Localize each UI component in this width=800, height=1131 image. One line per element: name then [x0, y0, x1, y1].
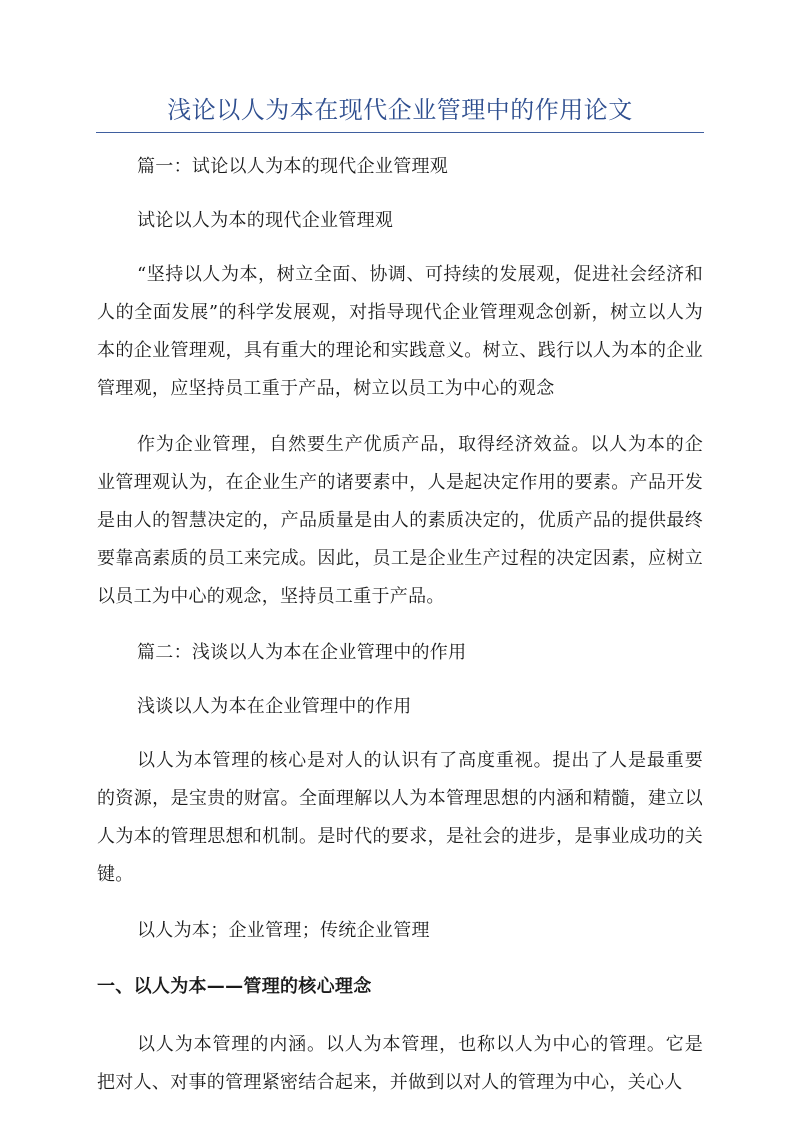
part-one-label: 篇一：试论以人为本的现代企业管理观 — [137, 156, 449, 177]
part-one-paragraph-2: 作为企业管理，自然要生产优质产品，取得经济效益。以人为本的企业管理观认为，在企业生产的诸要素中，人是起决定作用的要素。产品开发是由人的智慧决定的，产品质量是由人的素质决定的，优质产品的提供最终要靠高素质的员工来完成。因此，员工是企业生产过程的决定因素，应树立以员工为中心的观念，坚持员工重于产品。 — [97, 434, 703, 607]
document-title: 浅论以人为本在现代企业管理中的作用论文 — [96, 88, 704, 133]
part-two-label: 篇二：浅谈以人为本在企业管理中的作用 — [137, 642, 467, 663]
document-body — [97, 148, 703, 1120]
keywords-line: 以人为本；企业管理；传统企业管理 — [137, 920, 430, 941]
part-two-title: 浅谈以人为本在企业管理中的作用 — [137, 696, 412, 717]
section-paragraph: 以人为本管理的内涵。以人为本管理，也称以人为中心的管理。它是把对人、对事的管理紧密结合起来，并做到以对人的管理为中心，关心人 — [97, 1034, 703, 1093]
part-two-abstract: 以人为本管理的核心是对人的认识有了高度重视。提出了人是最重要的资源，是宝贵的财富。全面理解以人为本管理思想的内涵和精髓，建立以人为本的管理思想和机制。是时代的要求，是社会的进步，是事业成功的关键。 — [97, 750, 703, 885]
part-one-title: 试论以人为本的现代企业管理观 — [137, 210, 394, 231]
part-one-paragraph-1: “坚持以人为本，树立全面、协调、可持续的发展观，促进社会经济和人的全面发展”的科学发展观，对指导现代企业管理观念创新，树立以人为本的企业管理观，具有重大的理论和实践意义。树立、践行以人为本的企业管理观，应坚持员工重于产品，树立以员工为中心的观念 — [97, 264, 703, 399]
section-heading: 一、以人为本——管理的核心理念 — [97, 976, 372, 997]
